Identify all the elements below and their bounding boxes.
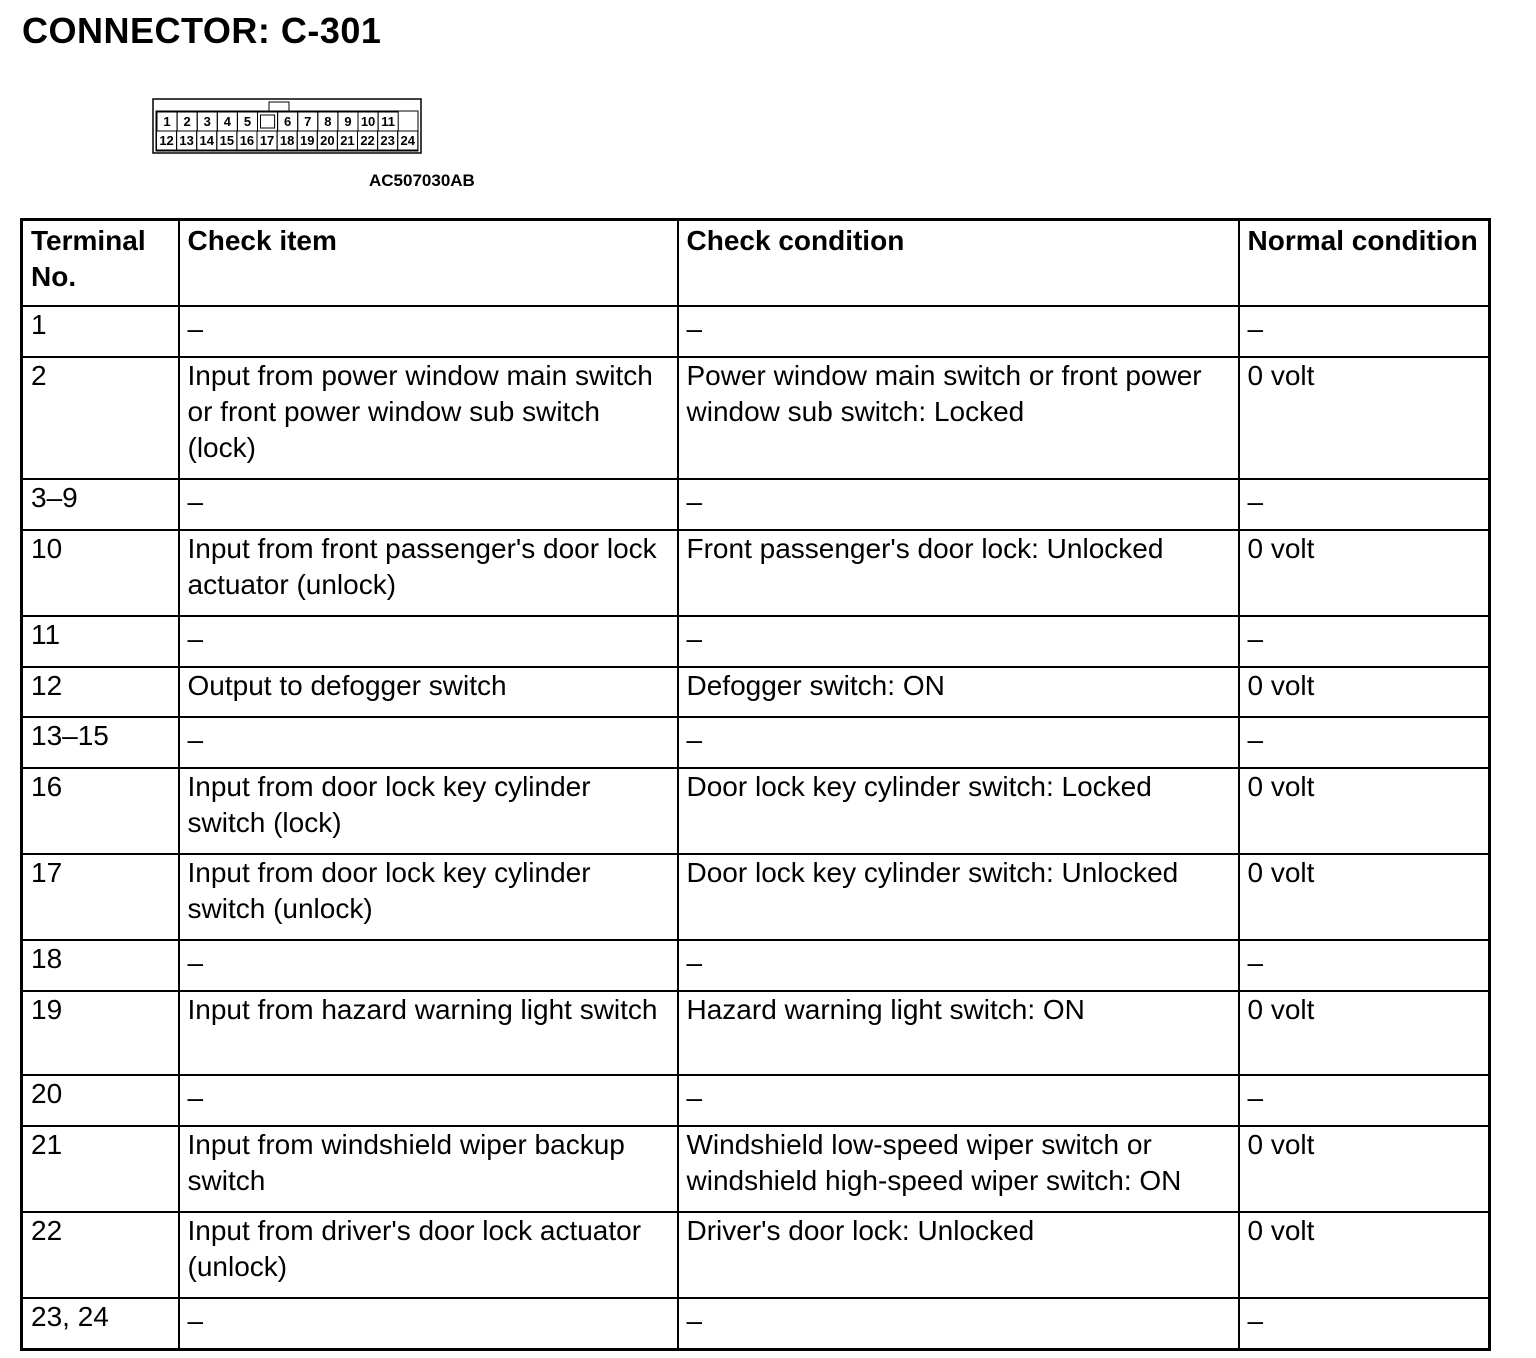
table-row	[22, 717, 1490, 768]
connector-pin-label: 20	[320, 133, 335, 148]
terminal-no-cell: 12	[22, 667, 179, 717]
terminal-check-table	[20, 218, 1491, 1351]
table-row	[22, 768, 1490, 854]
connector-pin-label: 18	[279, 133, 295, 148]
connector-pin-label: 2	[183, 114, 191, 129]
check-condition-cell: –	[678, 479, 1239, 530]
check-condition-cell: Defogger switch: ON	[678, 667, 1239, 717]
table-row	[22, 1212, 1490, 1298]
check-condition-cell: Power window main switch or front power window sub switch: Locked	[678, 357, 1239, 479]
page-title: CONNECTOR: C-301	[22, 10, 382, 51]
table-row	[22, 306, 1490, 357]
connector-lock-tab	[269, 102, 289, 111]
table-row	[22, 479, 1490, 530]
check-item-cell: Input from power window main switch or front power window sub switch (lock)	[179, 357, 678, 479]
check-item-cell: –	[179, 1298, 678, 1349]
table-row	[22, 1075, 1490, 1126]
table-row	[22, 854, 1490, 940]
header-check-condition: Check condition	[678, 220, 1239, 307]
terminal-no-cell: 3–9	[22, 479, 179, 530]
normal-condition-cell: 0 volt	[1239, 991, 1490, 1075]
check-item-cell: –	[179, 940, 678, 991]
table-body	[22, 306, 1490, 1349]
connector-pin-label: 16	[239, 133, 255, 148]
connector-face-drawing	[152, 98, 422, 154]
connector-pin-label: 17	[259, 133, 275, 148]
table-row	[22, 357, 1490, 479]
normal-condition-cell: –	[1239, 940, 1490, 991]
check-condition-cell: –	[678, 306, 1239, 357]
connector-pin-label: 13	[179, 133, 194, 148]
connector-pin-label: 4	[223, 114, 231, 129]
normal-condition-cell: 0 volt	[1239, 854, 1490, 940]
check-condition-cell: Hazard warning light switch: ON	[678, 991, 1239, 1075]
normal-condition-cell: –	[1239, 306, 1490, 357]
check-condition-cell: Front passenger's door lock: Unlocked	[678, 530, 1239, 616]
check-item-cell: Input from front passenger's door lock actuator (unlock)	[179, 530, 678, 616]
table-row	[22, 940, 1490, 991]
normal-condition-cell: –	[1239, 1298, 1490, 1349]
connector-pin-label: 8	[324, 114, 332, 129]
check-item-cell: –	[179, 616, 678, 667]
normal-condition-cell: –	[1239, 1075, 1490, 1126]
header-terminal-no: Terminal No.	[22, 220, 179, 307]
check-condition-cell: Windshield low-speed wiper switch or windshield high-speed wiper switch: ON	[678, 1126, 1239, 1212]
check-condition-cell: –	[678, 940, 1239, 991]
check-item-cell: Input from hazard warning light switch	[179, 991, 678, 1075]
connector-pin-grid	[157, 112, 418, 150]
connector-pin-label: 9	[344, 114, 352, 129]
check-item-cell: –	[179, 306, 678, 357]
terminal-no-cell: 11	[22, 616, 179, 667]
terminal-no-cell: 10	[22, 530, 179, 616]
terminal-no-cell: 13–15	[22, 717, 179, 768]
connector-pin-label: 22	[360, 133, 375, 148]
check-condition-cell: Door lock key cylinder switch: Locked	[678, 768, 1239, 854]
header-normal-condition: Normal condition	[1239, 220, 1490, 307]
table-row	[22, 667, 1490, 717]
figure-code: AC507030AB	[369, 171, 475, 190]
check-item-cell: Input from door lock key cylinder switch (lock)	[179, 768, 678, 854]
normal-condition-cell: 0 volt	[1239, 1126, 1490, 1212]
terminal-no-cell: 19	[22, 991, 179, 1075]
table-header-row	[22, 220, 1490, 307]
connector-diagram	[152, 98, 422, 154]
normal-condition-cell: –	[1239, 616, 1490, 667]
connector-key-slot	[261, 115, 275, 128]
connector-pin-label: 19	[300, 133, 315, 148]
connector-pin-label: 3	[203, 114, 211, 129]
terminal-no-cell: 2	[22, 357, 179, 479]
connector-pin-label: 1	[163, 114, 171, 129]
terminal-no-cell: 20	[22, 1075, 179, 1126]
terminal-no-cell: 16	[22, 768, 179, 854]
check-condition-cell: –	[678, 616, 1239, 667]
connector-pin-label: 12	[159, 133, 174, 148]
normal-condition-cell: –	[1239, 717, 1490, 768]
connector-pin-label: 15	[219, 133, 235, 148]
connector-pin-label: 10	[360, 114, 376, 129]
check-condition-cell: –	[678, 1075, 1239, 1126]
normal-condition-cell: 0 volt	[1239, 357, 1490, 479]
check-condition-cell: Door lock key cylinder switch: Unlocked	[678, 854, 1239, 940]
connector-pin-label: 23	[380, 133, 395, 148]
connector-pin-label: 21	[340, 133, 355, 148]
check-condition-cell: –	[678, 717, 1239, 768]
terminal-no-cell: 21	[22, 1126, 179, 1212]
terminal-no-cell: 23, 24	[22, 1298, 179, 1349]
check-item-cell: –	[179, 479, 678, 530]
terminal-no-cell: 17	[22, 854, 179, 940]
normal-condition-cell: 0 volt	[1239, 1212, 1490, 1298]
connector-pin-label: 14	[199, 133, 214, 148]
connector-pin-label: 7	[304, 114, 312, 129]
check-item-cell: Output to defogger switch	[179, 667, 678, 717]
check-item-cell: Input from driver's door lock actuator (unlock)	[179, 1212, 678, 1298]
table-row	[22, 530, 1490, 616]
normal-condition-cell: 0 volt	[1239, 768, 1490, 854]
table-row	[22, 991, 1490, 1075]
connector-pin-label: 5	[243, 114, 252, 129]
connector-pin-label: 11	[381, 114, 396, 129]
table-row	[22, 1126, 1490, 1212]
check-item-cell: –	[179, 1075, 678, 1126]
check-condition-cell: –	[678, 1298, 1239, 1349]
check-condition-cell: Driver's door lock: Unlocked	[678, 1212, 1239, 1298]
check-item-cell: Input from door lock key cylinder switch (unlock)	[179, 854, 678, 940]
check-item-cell: Input from windshield wiper backup switch	[179, 1126, 678, 1212]
normal-condition-cell: –	[1239, 479, 1490, 530]
table-row	[22, 1298, 1490, 1349]
terminal-no-cell: 18	[22, 940, 179, 991]
connector-pin-label: 6	[284, 114, 292, 129]
normal-condition-cell: 0 volt	[1239, 667, 1490, 717]
connector-pin-label: 24	[400, 133, 415, 148]
header-check-item: Check item	[179, 220, 678, 307]
terminal-no-cell: 22	[22, 1212, 179, 1298]
check-item-cell: –	[179, 717, 678, 768]
table-row	[22, 616, 1490, 667]
terminal-no-cell: 1	[22, 306, 179, 357]
normal-condition-cell: 0 volt	[1239, 530, 1490, 616]
